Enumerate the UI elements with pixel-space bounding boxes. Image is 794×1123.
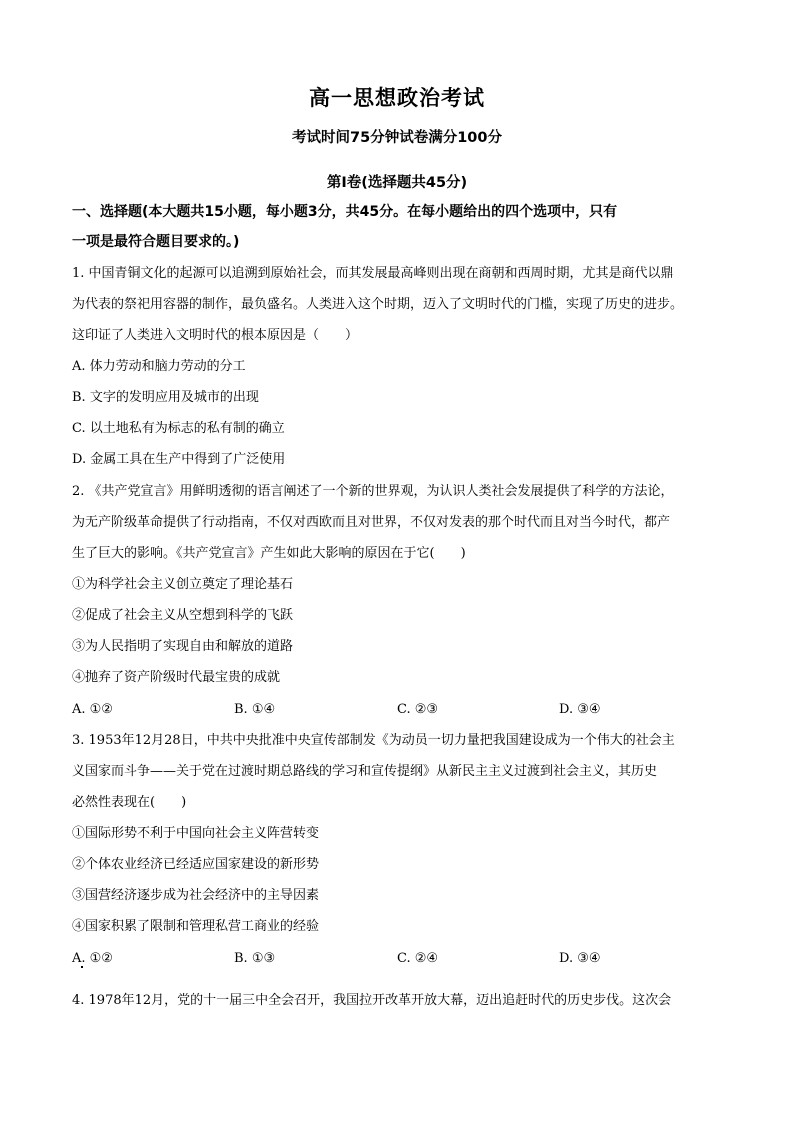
q3-choice-b: B. ①③ <box>234 951 276 966</box>
q2-item-3: ③为人民指明了实现自由和解放的道路 <box>72 639 294 654</box>
volume-heading: 第Ⅰ卷(选择题共45分) <box>326 175 468 191</box>
q3-choice-c: C. ②④ <box>397 951 439 966</box>
q3-choices <box>72 949 732 969</box>
q2-choice-d: D. ③④ <box>559 702 601 717</box>
q3-item-1: ①国际形势不利于中国向社会主义阵营转变 <box>72 826 320 841</box>
q1-option-b: B. 文字的发明应用及城市的出现 <box>72 390 259 405</box>
q1-stem-line-1: 1. 中国青铜文化的起源可以追溯到原始社会，而其发展最高峰则出现在商朝和西周时期，尤其是商代以鼎 <box>72 266 674 281</box>
q1-option-a: A. 体力劳动和脑力劳动的分工 <box>72 359 246 374</box>
q2-stem-line-1: 2. 《共产党宣言》用鲜明透彻的语言阐述了一个新的世界观，为认识人类社会发展提供了科学的方法论， <box>72 484 674 499</box>
q2-choices <box>72 700 732 720</box>
q1-stem-line-2: 为代表的祭祀用容器的制作，最负盛名。人类进入这个时期，迈入了文明时代的门槛，实现了历史的进步。 <box>72 297 684 312</box>
q3-choice-a: A. ①② <box>72 951 113 966</box>
stray-dot <box>81 966 83 968</box>
q3-item-4: ④国家积累了限制和管理私营工商业的经验 <box>72 919 320 934</box>
q3-item-3: ③国营经济逐步成为社会经济中的主导因素 <box>72 888 320 903</box>
q3-stem-line-2: 义国家而斗争——关于党在过渡时期总路线的学习和宣传提纲》从新民主主义过渡到社会主义，其历史 <box>72 764 658 779</box>
q3-stem-line-1: 3. 1953年12月28日，中共中央批准中央宣传部制发《为动员一切力量把我国建设成为一个伟大的社会主 <box>72 733 675 748</box>
q2-stem-line-2: 为无产阶级革命提供了行动指南，不仅对西欧而且对世界，不仅对发表的那个时代而且对当今时代，都产 <box>72 515 671 530</box>
q3-stem-line-3: 必然性表现在( ) <box>72 795 187 810</box>
section-instructions-line-2: 一项是最符合题目要求的。) <box>72 234 240 250</box>
q2-choice-b: B. ①④ <box>234 702 276 717</box>
exam-time-info: 考试时间75分钟试卷满分100分 <box>292 130 502 146</box>
section-instructions-line-1: 一、选择题(本大题共15小题，每小题3分，共45分。在每小题给出的四个选项中，只有 <box>72 204 618 220</box>
q2-item-4: ④抛弃了资产阶级时代最宝贵的成就 <box>72 670 281 685</box>
q2-stem-line-3: 生了巨大的影响。《共产党宣言》产生如此大影响的原因在于它( ) <box>72 546 466 561</box>
exam-title: 高一思想政治考试 <box>309 86 485 110</box>
q1-stem-line-3: 这印证了人类进入文明时代的根本原因是（ ） <box>72 328 359 343</box>
q3-item-2: ②个体农业经济已经适应国家建设的新形势 <box>72 857 320 872</box>
q2-item-1: ①为科学社会主义创立奠定了理论基石 <box>72 577 294 592</box>
q3-choice-d: D. ③④ <box>559 951 601 966</box>
q2-item-2: ②促成了社会主义从空想到科学的飞跃 <box>72 608 294 623</box>
q1-option-d: D. 金属工具在生产中得到了广泛使用 <box>72 452 286 467</box>
q1-option-c: C. 以土地私有为标志的私有制的确立 <box>72 421 285 436</box>
q4-stem-line-1: 4. 1978年12月，党的十一届三中全会召开，我国拉开改革开放大幕，迈出追赶时代的历史步伐。这次会 <box>72 993 672 1008</box>
q2-choice-c: C. ②③ <box>397 702 439 717</box>
q2-choice-a: A. ①② <box>72 702 113 717</box>
